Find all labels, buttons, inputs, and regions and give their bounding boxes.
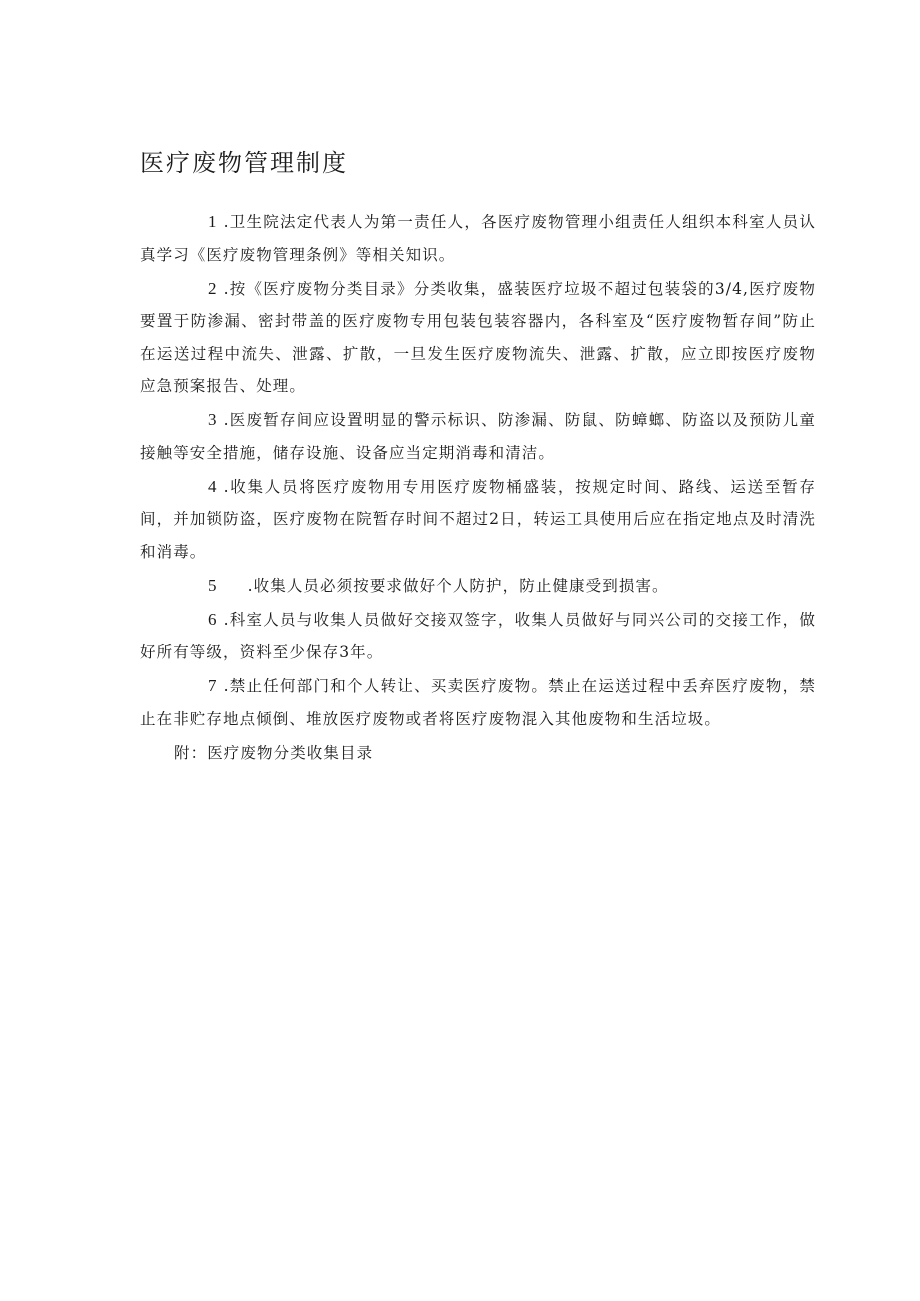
document-body (140, 206, 816, 771)
clause-number: 1 (208, 212, 218, 231)
clause-number: 7 (208, 676, 218, 695)
clause-3 (140, 404, 816, 469)
clause-number: 5 (208, 575, 218, 595)
clause-number: 2 (208, 278, 218, 298)
clause-text: .按《医疗废物分类目录》分类收集，盛装医疗垃圾不超过包装袋的3/4,医疗废物要置于防渗漏、密封带盖的医疗废物专用包装包装容器内，各科室及“医疗废物暂存间”防止在运送过程中流失、泄露、扩散，一旦发生医疗废物流失、泄露、扩散，应立即按医疗废物应急预案报告、处理。 (140, 279, 816, 395)
clause-text: .收集人员将医疗废物用专用医疗废物桶盛装，按规定时间、路线、运送至暂存间，并加锁防盗，医疗废物在院暂存时间不超过2日，转运工具使用后应在指定地点及时清洗和消毒。 (140, 477, 816, 561)
clause-2 (140, 273, 816, 403)
clause-7 (140, 670, 816, 735)
clause-6 (140, 604, 816, 669)
clause-text: .医废暂存间应设置明显的警示标识、防渗漏、防鼠、防蟑螂、防盗以及预防儿童接触等安全措施，储存设施、设备应当定期消毒和清洁。 (140, 411, 816, 462)
clause-4 (140, 471, 816, 569)
clause-text: .收集人员必须按要求做好个人防护，防止健康受到损害。 (247, 576, 669, 595)
clause-number: 3 (208, 410, 218, 429)
clause-1 (140, 206, 816, 271)
clause-text: .卫生院法定代表人为第一责任人，各医疗废物管理小组责任人组织本科室人员认真学习《医疗废物管理条例》等相关知识。 (140, 213, 816, 264)
document-title: 医疗废物管理制度 (140, 149, 348, 177)
clause-number: 4 (208, 476, 218, 496)
appendix-note: 附：医疗废物分类收集目录 (174, 743, 374, 762)
clause-text: .科室人员与收集人员做好交接双签字，收集人员做好与同兴公司的交接工作，做好所有等级，资料至少保存3年。 (140, 610, 816, 661)
clause-number: 6 (208, 609, 218, 629)
clause-5 (140, 570, 816, 603)
clause-text: .禁止任何部门和个人转让、买卖医疗废物。禁止在运送过程中丢弃医疗废物，禁止在非贮存地点倾倒、堆放医疗废物或者将医疗废物混入其他废物和生活垃圾。 (140, 677, 816, 728)
